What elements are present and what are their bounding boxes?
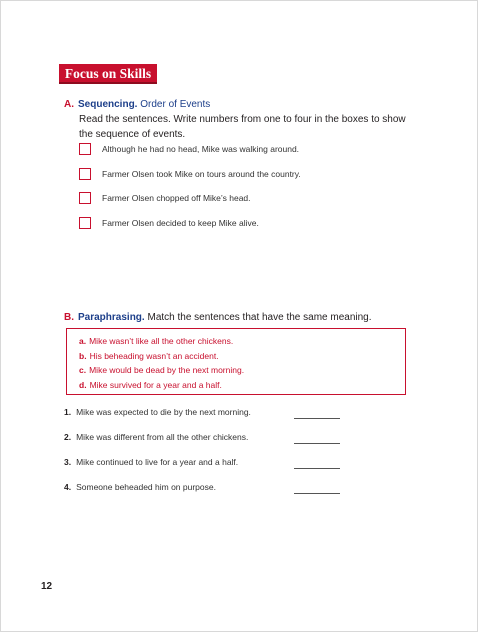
sequence-item-text: Although he had no head, Mike was walking around. (102, 144, 300, 154)
sequence-item (79, 216, 259, 230)
match-item (64, 482, 340, 494)
section-banner: Focus on Skills (59, 64, 157, 84)
sequence-item (79, 167, 301, 181)
section-a-instructions: Read the sentences. Write numbers from one to four in the boxes to show the sequence of events. (79, 114, 406, 140)
order-box[interactable] (79, 143, 91, 155)
sequence-item-text: Farmer Olsen chopped off Mike’s head. (102, 193, 251, 203)
sequence-item (79, 142, 299, 156)
option-text: Mike wasn’t like all the other chickens. (89, 336, 234, 346)
answer-blank[interactable] (294, 467, 340, 469)
section-a-letter: A. (64, 99, 74, 110)
match-item (64, 432, 340, 444)
match-number: 4. (64, 482, 72, 492)
section-a-subtitle: Order of Events (140, 99, 211, 110)
option-letter: b. (79, 350, 87, 361)
sequence-item (79, 191, 251, 205)
section-b-instructions: Match the sentences that have the same meaning. (147, 312, 372, 323)
option-text: His beheading wasn’t an accident. (89, 350, 219, 361)
match-number: 2. (64, 432, 72, 442)
option-item (79, 349, 405, 364)
section-a-heading (64, 99, 210, 110)
match-text: Someone beheaded him on purpose. (76, 482, 216, 492)
sequence-item-text: Farmer Olsen decided to keep Mike alive. (102, 218, 259, 228)
match-text: Mike was expected to die by the next morning. (76, 407, 251, 417)
option-item (79, 378, 405, 393)
options-box (66, 328, 406, 395)
order-box[interactable] (79, 192, 91, 204)
section-b-title: Paraphrasing. (78, 312, 145, 323)
order-box[interactable] (79, 168, 91, 180)
match-item (64, 407, 340, 419)
match-text: Mike continued to live for a year and a half. (76, 457, 239, 467)
section-b-heading (64, 312, 372, 323)
option-letter: d. (79, 379, 87, 390)
answer-blank[interactable] (294, 442, 340, 444)
option-letter: a. (79, 336, 87, 346)
page-number: 12 (41, 581, 53, 592)
answer-blank[interactable] (294, 417, 340, 419)
section-b-letter: B. (64, 312, 74, 323)
option-text: Mike survived for a year and a half. (89, 379, 222, 390)
section-a-title: Sequencing. (78, 99, 138, 110)
option-letter: c. (79, 365, 87, 375)
match-text: Mike was different from all the other chickens. (76, 432, 249, 442)
option-text: Mike would be dead by the next morning. (89, 365, 245, 375)
sequence-item-text: Farmer Olsen took Mike on tours around the country. (102, 169, 301, 179)
option-item (79, 334, 405, 349)
match-item (64, 457, 340, 469)
order-box[interactable] (79, 217, 91, 229)
match-number: 3. (64, 457, 72, 467)
option-item (79, 363, 405, 378)
match-number: 1. (64, 407, 72, 417)
answer-blank[interactable] (294, 492, 340, 494)
